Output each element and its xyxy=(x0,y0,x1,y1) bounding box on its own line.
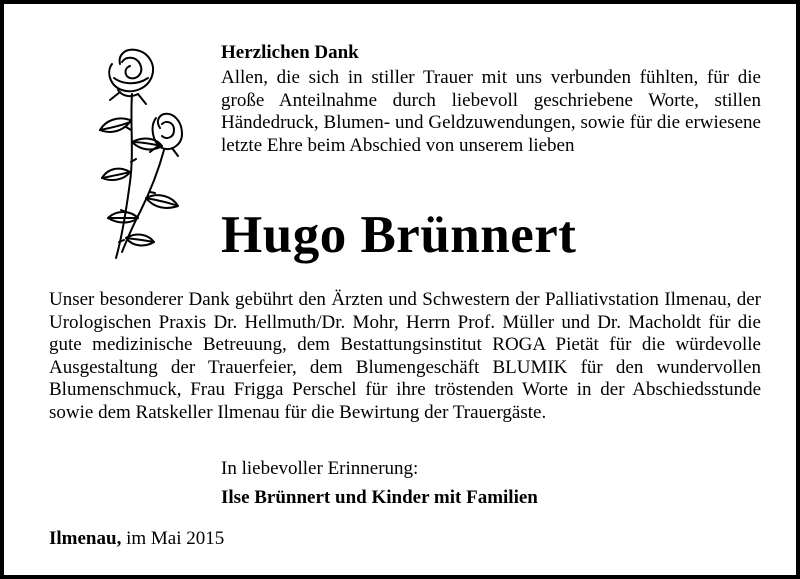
rose-icon xyxy=(92,42,202,264)
place-name: Ilmenau, xyxy=(49,528,122,549)
intro-text: Allen, die sich in stiller Trauer mit uns verbunden fühlten, für die große Anteilnahme durch liebevoll geschriebene Worte, stillen Händedruck, Blumen- und Geldzuwendungen, sowie für die erwiesene letzte Ehre beim Abschied von unserem lieben xyxy=(221,67,761,156)
acknowledgement-text: Unser besonderer Dank gebührt den Ärzten und Schwestern der Palliativstation Ilmenau, der Urologischen Praxis Dr. Hellmuth/Dr. Mohr, Herrn Prof. Müller und Dr. Macholdt für die gute medizinische Betreuung, dem Bestattungsinstitut ROGA Pietät für die würdevolle Ausgestaltung der Trauerfeier, dem Blumengeschäft BLUMIK für den wundervollen Blumenschmuck, Frau Frigga Perschel für ihre tröstenden Worte in der Abschiedsstunde sowie dem Ratskeller Ilmenau für die Bewirtung der Trauergäste. xyxy=(49,289,761,423)
family-signature: Ilse Brünnert und Kinder mit Familien xyxy=(221,487,538,508)
place-date-line xyxy=(49,528,224,550)
deceased-name: Hugo Brünnert xyxy=(221,206,577,264)
date-text: im Mai 2015 xyxy=(126,528,225,549)
closing-phrase: In liebevoller Erinnerung: xyxy=(221,458,419,479)
thanks-heading: Herzlichen Dank xyxy=(221,42,359,63)
